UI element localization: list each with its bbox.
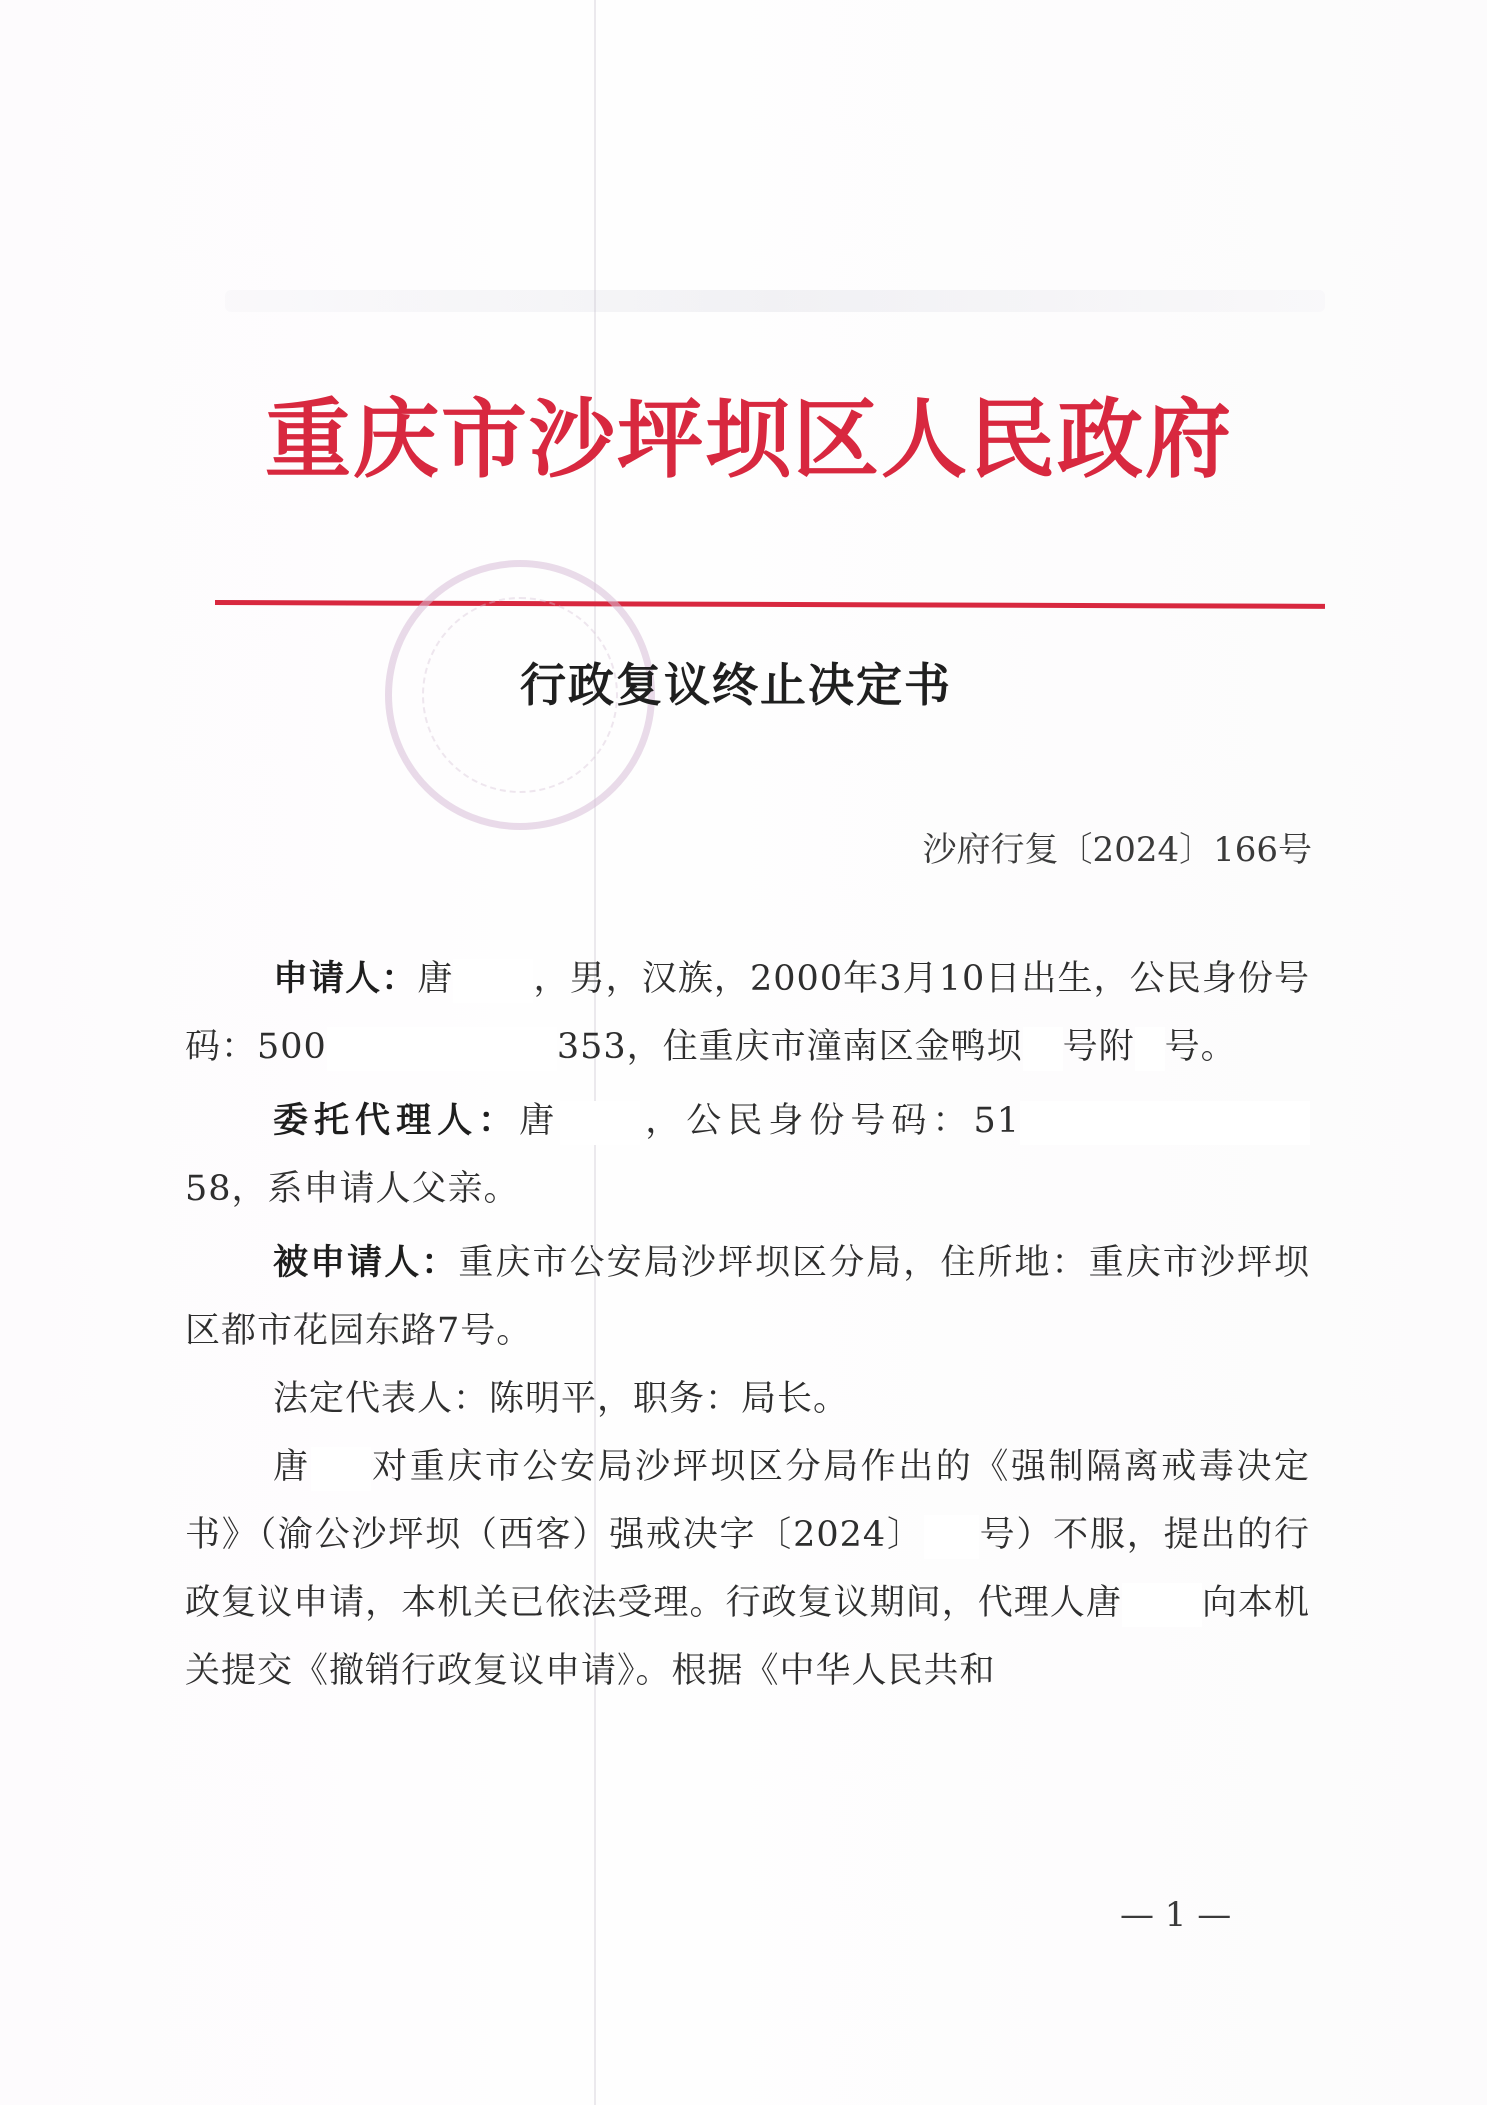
redaction-block bbox=[1023, 1027, 1063, 1071]
respondent-paragraph bbox=[185, 1229, 1310, 1365]
applicant-label: 申请人： bbox=[273, 959, 418, 999]
summary-part3: 向本机关提交《撤销行政复议申请》。根据《中华人民共和 bbox=[185, 1583, 1310, 1691]
issuing-authority-header: 重庆市沙坪坝区人民政府 bbox=[265, 389, 1233, 490]
redaction-block bbox=[327, 1027, 557, 1071]
summary-part2: 号）不服，提出的行政复议申请，本机关已依法受理。行政复议期间，代理人唐 bbox=[185, 1515, 1310, 1623]
applicant-paragraph bbox=[185, 945, 1310, 1081]
page-number: — 1 — bbox=[1120, 1895, 1232, 1935]
agent-label: 委托代理人： bbox=[273, 1101, 520, 1141]
red-header-rule bbox=[215, 600, 1325, 609]
respondent-label: 被申请人： bbox=[273, 1243, 459, 1283]
agent-id-suffix: 58，系申请人父亲。 bbox=[185, 1169, 520, 1209]
document-number: 沙府行复〔2024〕166号 bbox=[922, 830, 1312, 870]
summary-paragraph bbox=[185, 1433, 1310, 1705]
bleed-through-text bbox=[225, 290, 1325, 312]
agent-name-prefix: 唐 bbox=[519, 1101, 561, 1141]
applicant-address-end: 号。 bbox=[1164, 1027, 1237, 1067]
redaction-block bbox=[560, 1101, 640, 1145]
redaction-block bbox=[311, 1447, 371, 1491]
applicant-address-mid: 号附 bbox=[1062, 1027, 1135, 1067]
redaction-block bbox=[1122, 1583, 1202, 1627]
redaction-block bbox=[1020, 1101, 1310, 1145]
redaction-block bbox=[453, 959, 533, 1003]
document-body bbox=[185, 945, 1310, 1705]
redaction-block bbox=[924, 1515, 979, 1559]
applicant-id-suffix: 353，住重庆市潼南区金鸭坝 bbox=[556, 1027, 1023, 1067]
representative-text: 法定代表人：陈明平，职务：局长。 bbox=[273, 1379, 850, 1419]
applicant-details: ，男，汉族，2000年3月10日出生，公民身份号码：500 bbox=[185, 959, 1310, 1067]
summary-start: 唐 bbox=[273, 1447, 311, 1487]
applicant-name-prefix: 唐 bbox=[417, 959, 454, 999]
summary-part1: 对重庆市公安局沙坪坝区分局作出的《强制隔离戒毒决定书》（渝公沙坪坝（西客）强戒决字〔2024〕 bbox=[185, 1447, 1310, 1555]
document-title: 行政复议终止决定书 bbox=[520, 658, 952, 712]
representative-paragraph bbox=[185, 1365, 1310, 1433]
redaction-block bbox=[1135, 1027, 1165, 1071]
respondent-text: 重庆市公安局沙坪坝区分局，住所地：重庆市沙坪坝区都市花园东路7号。 bbox=[185, 1243, 1310, 1351]
agent-details: ，公民身份号码：51 bbox=[640, 1101, 1020, 1141]
agent-paragraph bbox=[185, 1087, 1310, 1223]
